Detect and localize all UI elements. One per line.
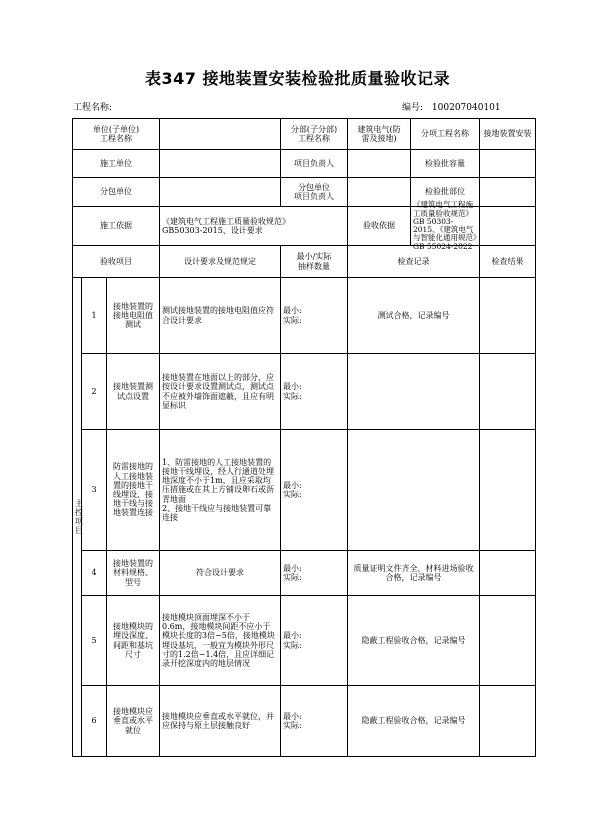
row-item-name: 接地装置的 材料规格、 型号	[107, 551, 160, 596]
row-item-name: 接地模块的 埋设深度、 间距和基坑 尺寸	[107, 596, 160, 686]
row-sample[interactable]	[281, 430, 348, 551]
row-requirement: 接地模块顶面埋深不小于0.6m，接地模块间距不应小于模块长度的3倍~5倍，接地模块埋设基坑，一般宜为模块外形尺寸的1.2倍~1.4倍，且应详细记录开挖深度内的地层情况	[160, 596, 281, 686]
batch-location-value[interactable]	[480, 178, 536, 207]
col-requirement: 设计要求及规范规定	[160, 246, 281, 278]
table-row	[73, 278, 536, 354]
batch-location-label: 检验批部位	[425, 187, 466, 197]
acceptance-basis-label: 验收依据	[348, 207, 411, 245]
sample-min: 最小:	[283, 480, 302, 490]
sample-min: 最小:	[283, 711, 302, 721]
project-name-label: 工程名称:	[73, 103, 113, 113]
row-sample[interactable]	[281, 686, 348, 757]
project-manager-value[interactable]	[348, 150, 411, 177]
row-result[interactable]	[480, 551, 536, 596]
sample-min: 最小:	[283, 563, 302, 573]
sample-actual: 实际:	[283, 490, 302, 499]
subcontract-unit-label: 分包单位	[73, 178, 160, 207]
main-control-items-label: 主 控 项 目	[73, 278, 82, 757]
sub-item-value: 接地装置安装	[480, 119, 536, 150]
project-manager-cell	[348, 150, 480, 178]
row-requirement: 1、防雷接地的人工接地装置的接地干线埋设，经人行通道处埋地深度不小于1m，且应采取均压措施或在其上方铺设卵石或沥青地面 2、接地干线应与接地装置可靠连接	[160, 430, 281, 551]
construction-basis-value: 《建筑电气工程施工质量验收规范》 GB50303-2015、设计要求	[160, 207, 348, 246]
sample-actual: 实际:	[283, 721, 302, 730]
table-row	[73, 686, 536, 757]
row-number: 4	[82, 551, 107, 596]
construction-basis-label: 施工依据	[73, 207, 160, 246]
batch-capacity-label: 检验批容量	[425, 158, 466, 168]
row-sample[interactable]	[281, 278, 348, 354]
col-item: 验收项目	[73, 246, 160, 278]
row-requirement: 接地模块应垂直或水平就位，并应保持与原土层接触良好	[160, 686, 281, 757]
sub-division-value: 建筑电气(防 雷及接地)	[348, 119, 411, 149]
col-result: 检查结果	[480, 246, 536, 278]
table-row	[73, 354, 536, 430]
sample-actual: 实际:	[283, 391, 302, 401]
page-title: 表347 接地装置安装检验批质量验收记录	[145, 69, 450, 88]
sample-actual: 实际:	[283, 315, 302, 325]
row-number: 5	[82, 596, 107, 686]
row-requirement: 测试接地装置的接地电阻值应符合设计要求	[160, 278, 281, 354]
unit-project-value[interactable]	[160, 119, 281, 150]
row-item-name: 接地装置测 试点设置	[107, 354, 160, 430]
project-manager-label: 项目负责人	[281, 150, 348, 178]
row-requirement: 符合设计要求	[160, 551, 281, 596]
row-result[interactable]	[480, 686, 536, 757]
subcontract-manager-label: 分包单位 项目负责人	[281, 178, 348, 207]
sample-actual: 实际:	[283, 640, 302, 650]
row-record[interactable]: 质量证明文件齐全，材料进场验收合格，记录编号	[348, 551, 480, 596]
row-number: 2	[82, 354, 107, 430]
subcontract-manager-value[interactable]	[348, 178, 411, 206]
row-sample[interactable]	[281, 596, 348, 686]
row-record[interactable]	[348, 354, 480, 430]
sub-item-label: 分项工程名称	[421, 129, 470, 139]
subcontract-unit-value[interactable]	[160, 178, 281, 207]
table-row	[73, 551, 536, 596]
row-record[interactable]	[348, 430, 480, 551]
number-value: 100207040101	[431, 103, 501, 113]
row-record[interactable]: 隐蔽工程验收合格，记录编号	[348, 686, 480, 757]
row-requirement: 接地装置在地面以上的部分，应按设计要求设置测试点，测试点不应被外墙饰面遮蔽，且应有明显标识	[160, 354, 281, 430]
construction-unit-value[interactable]	[160, 150, 281, 178]
row-result[interactable]	[480, 430, 536, 551]
row-number: 1	[82, 278, 107, 354]
row-number: 3	[82, 430, 107, 551]
row-item-name: 防雷接地的 人工接地装 置的接地干 线埋设、接 地干线与接 地装置连接	[107, 430, 160, 551]
sample-min: 最小:	[283, 382, 302, 392]
row-sample[interactable]	[281, 551, 348, 596]
acceptance-basis-cell	[348, 200, 480, 251]
number-label: 编号:	[402, 103, 424, 113]
acceptance-basis-value: 《建筑电气工程施工质量验收规范》GB 50303-2015、《建筑电气与智能化通用规范》GB 55024-2022	[413, 200, 477, 251]
construction-unit-label: 施工单位	[73, 150, 160, 178]
sample-min: 最小:	[283, 306, 302, 316]
row-sample[interactable]	[281, 354, 348, 430]
col-sample: 最小/实际 抽样数量	[281, 246, 348, 278]
batch-capacity-value[interactable]	[480, 150, 536, 178]
row-result[interactable]	[480, 354, 536, 430]
sample-min: 最小:	[283, 631, 302, 641]
row-record[interactable]: 隐蔽工程验收合格，记录编号	[348, 596, 480, 686]
unit-project-label: 单位(子单位) 工程名称	[73, 119, 160, 150]
table-row	[73, 430, 536, 551]
row-item-name: 接地模块应 垂直或水平 就位	[107, 686, 160, 757]
sub-division-cell	[348, 119, 480, 150]
table-row	[73, 596, 536, 686]
row-result[interactable]	[480, 596, 536, 686]
row-result[interactable]	[480, 278, 536, 354]
row-record[interactable]: 测试合格，记录编号	[348, 278, 480, 354]
sub-division-label: 分部(子分部) 工程名称	[281, 119, 348, 150]
form-number	[402, 100, 501, 113]
row-item-name: 接地装置的 接地电阻值 测试	[107, 278, 160, 354]
col-record: 检查记录	[348, 246, 480, 278]
acceptance-form-table	[72, 118, 536, 757]
row-number: 6	[82, 686, 107, 757]
acceptance-basis-spacer	[480, 207, 536, 246]
sample-actual: 实际:	[283, 573, 302, 582]
